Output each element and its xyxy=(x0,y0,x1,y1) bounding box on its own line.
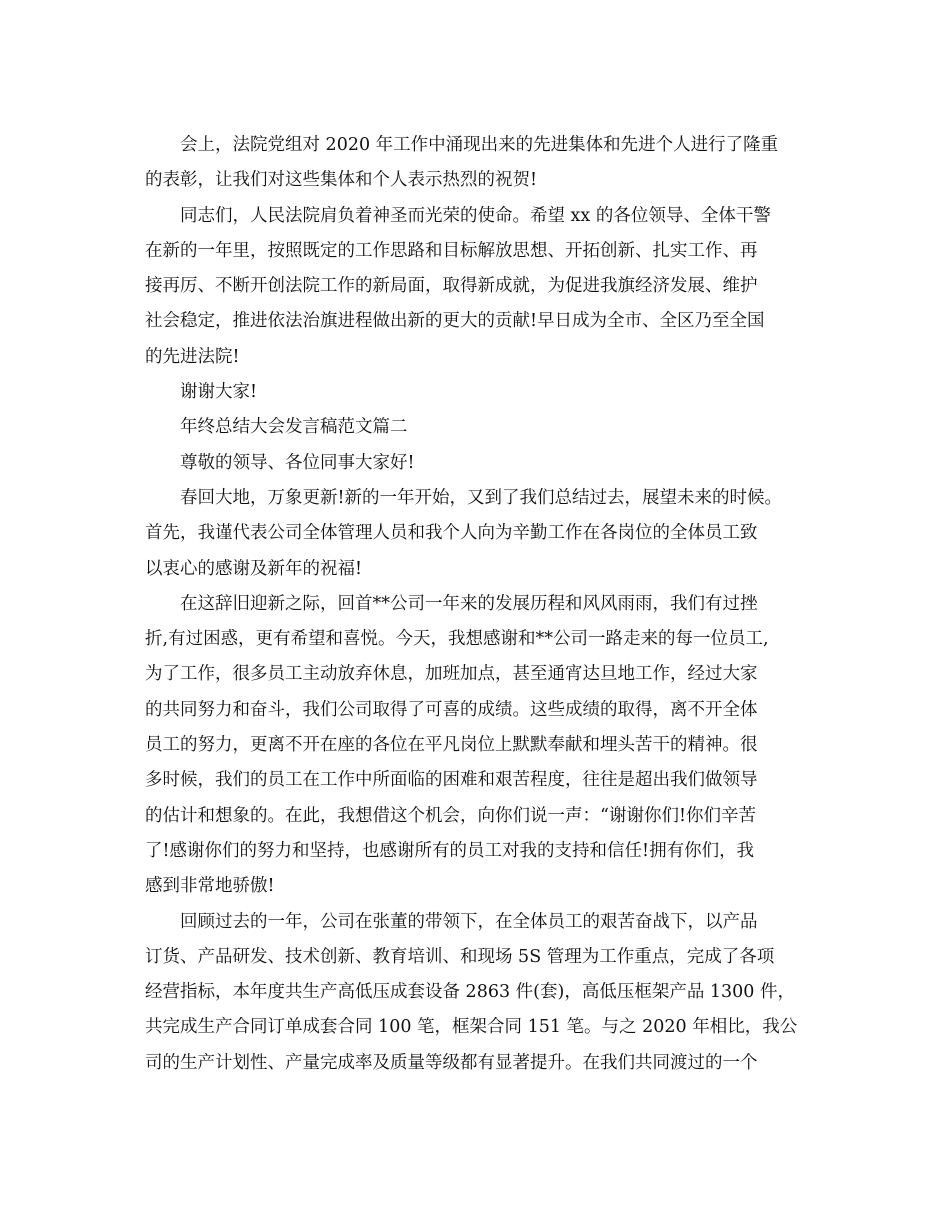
text-line: 员工的努力，更离不开在座的各位在平凡岗位上默默奉献和埋头苦干的精神。很 xyxy=(145,735,758,756)
section-heading: 年终总结大会发言稿范文篇二 xyxy=(180,417,408,438)
text-line: 订货、产品研发、技术创新、教育培训、和现场 5S 管理为工作重点，完成了各项 xyxy=(145,946,775,967)
text-line: 谢谢大家! xyxy=(180,382,258,403)
text-line: 多时候，我们的员工在工作中所面临的困难和艰苦程度，往往是超出我们做领导 xyxy=(145,770,758,791)
text-line: 首先，我谨代表公司全体管理人员和我个人向为辛勤工作在各岗位的全体员工致 xyxy=(145,523,758,544)
text-line: 为了工作，很多员工主动放弃休息，加班加点，甚至通宵达旦地工作，经过大家 xyxy=(145,664,758,685)
text-line: 接再厉、不断开创法院工作的新局面，取得新成就，为促进我旗经济发展、维护 xyxy=(145,276,758,297)
text-line: 同志们，人民法院肩负着神圣而光荣的使命。希望 xx 的各位领导、全体干警 xyxy=(180,205,771,226)
text-line: 的表彰，让我们对这些集体和个人表示热烈的祝贺! xyxy=(145,170,538,191)
text-line: 的共同努力和奋斗，我们公司取得了可喜的成绩。这些成绩的取得，离不开全体 xyxy=(145,699,758,720)
document-body xyxy=(145,128,825,1081)
text-line: 回顾过去的一年，公司在张董的带领下，在全体员工的艰苦奋战下，以产品 xyxy=(180,911,758,932)
text-line: 感到非常地骄傲! xyxy=(145,876,275,897)
text-line: 折,有过困惑，更有希望和喜悦。今天，我想感谢和**公司一路走来的每一位员工, xyxy=(145,629,769,650)
text-line: 在新的一年里，按照既定的工作思路和目标解放思想、开拓创新、扎实工作、再 xyxy=(145,240,758,261)
text-line: 尊敬的领导、各位同事大家好! xyxy=(180,452,415,473)
text-line: 了!感谢你们的努力和坚持，也感谢所有的员工对我的支持和信任!拥有你们，我 xyxy=(145,840,755,861)
text-line: 社会稳定，推进依法治旗进程做出新的更大的贡献!早日成为全市、全区乃至全国 xyxy=(145,311,765,332)
text-line: 司的生产计划性、产量完成率及质量等级都有显著提升。在我们共同渡过的一个 xyxy=(145,1052,758,1073)
text-line: 会上，法院党组对 2020 年工作中涌现出来的先进集体和先进个人进行了隆重 xyxy=(180,135,779,155)
text-line: 以衷心的感谢及新年的祝福! xyxy=(145,558,363,579)
text-line: 的估计和想象的。在此，我想借这个机会，向你们说一声：“谢谢你们!你们辛苦 xyxy=(145,805,756,826)
text-line: 共完成生产合同订单成套合同 100 笔，框架合同 151 笔。与之 2020 年相比，我公 xyxy=(145,1017,798,1038)
text-line: 经营指标，本年度共生产高低压成套设备 2863 件(套)，高低压框架产品 1300 件， xyxy=(145,982,795,1003)
text-line: 的先进法院! xyxy=(145,346,240,367)
text-line: 在这辞旧迎新之际，回首**公司一年来的发展历程和风风雨雨，我们有过挫 xyxy=(180,593,758,614)
text-line: 春回大地，万象更新!新的一年开始，又到了我们总结过去，展望未来的时候。 xyxy=(180,487,783,508)
